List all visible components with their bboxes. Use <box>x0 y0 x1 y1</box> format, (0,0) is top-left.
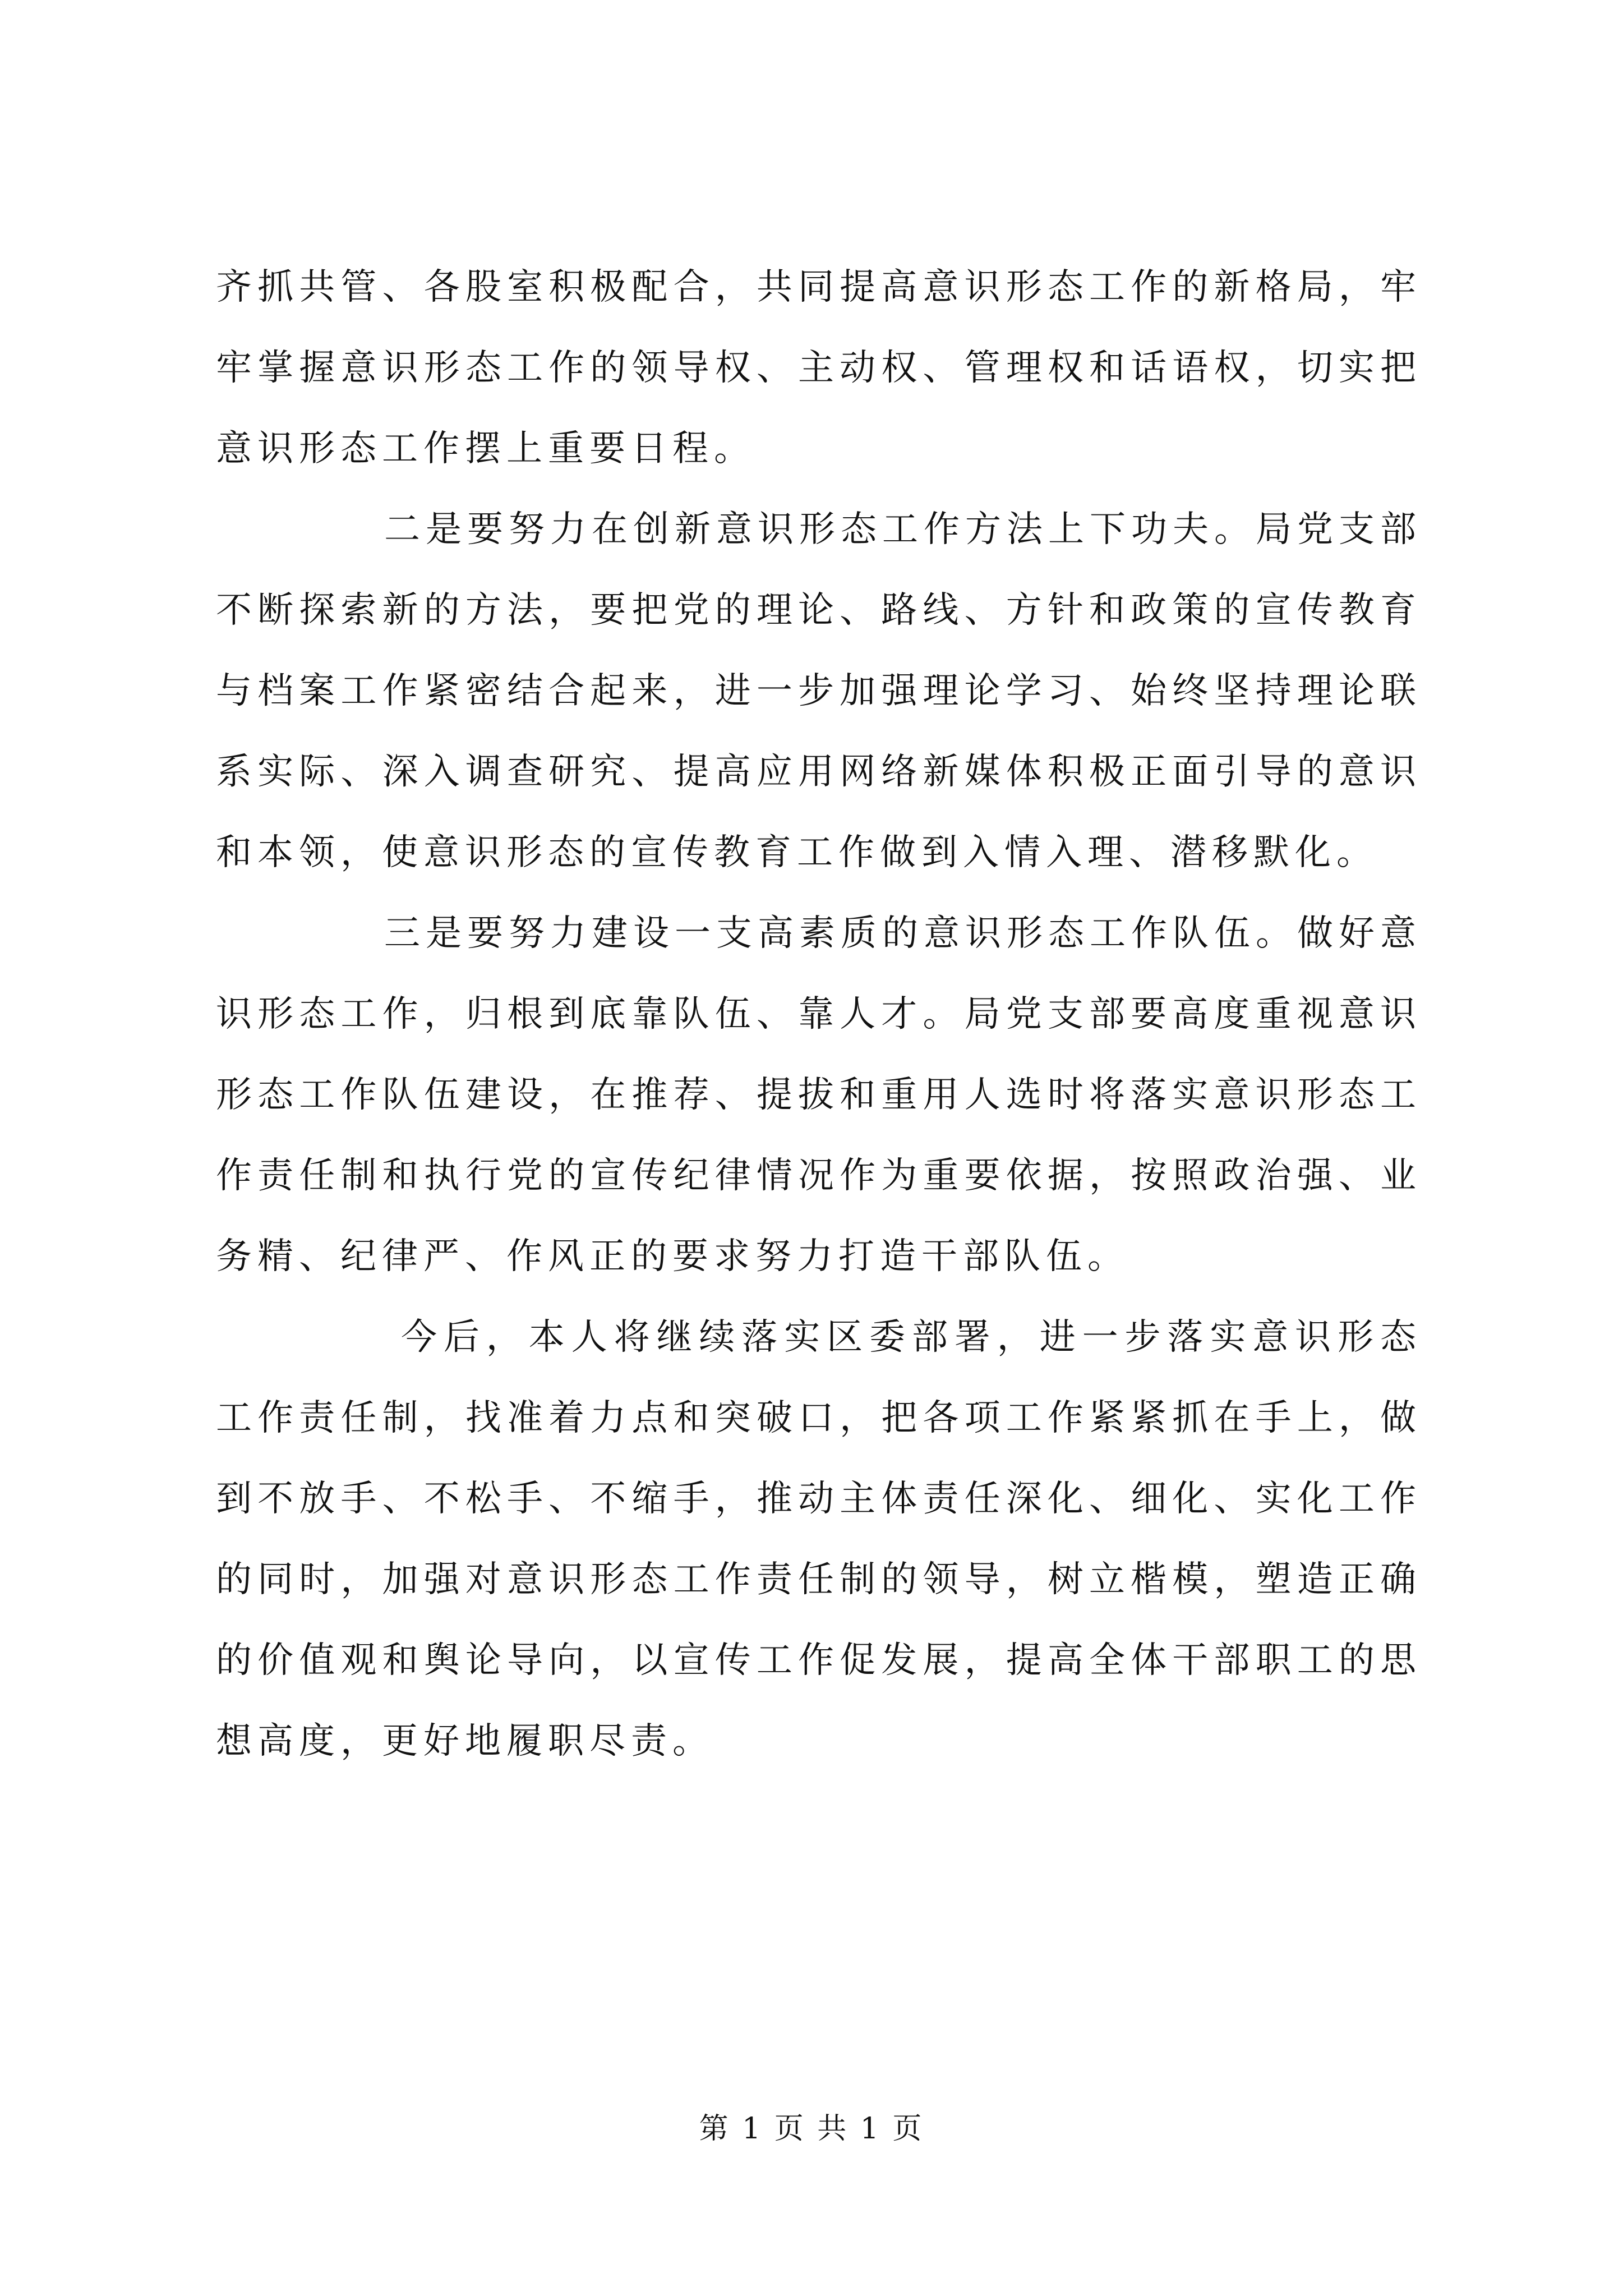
paragraph-point-two: 二是要努力在创新意识形态工作方法上下功夫。局党支部不断探索新的方法，要把党的理论、路线、方针和政策的宣传教育与档案工作紧密结合起来，进一步加强理论学习、始终坚持理论联系实际、深入调查研究、提高应用网络新媒体积极正面引导的意识和本领，使意识形态的宣传教育工作做到入情入理、潜移默化。 <box>216 509 1422 873</box>
document-body <box>216 247 1422 1782</box>
paragraph-point-three: 三是要努力建设一支高素质的意识形态工作队伍。做好意识形态工作，归根到底靠队伍、靠人才。局党支部要高度重视意识形态工作队伍建设，在推荐、提拔和重用人选时将落实意识形态工作责任制和执行党的宣传纪律情况作为重要依据，按照政治强、业务精、纪律严、作风正的要求努力打造干部队伍。 <box>216 913 1422 1277</box>
paragraph-continuation: 齐抓共管、各股室积极配合，共同提高意识形态工作的新格局，牢牢掌握意识形态工作的领导权、主动权、管理权和话语权，切实把意识形态工作摆上重要日程。 <box>216 266 1422 470</box>
page-footer: 第 1 页 共 1 页 <box>699 2112 924 2146</box>
paragraph-conclusion: 今后，本人将继续落实区委部署，进一步落实意识形态工作责任制，找准着力点和突破口，把各项工作紧紧抓在手上，做到不放手、不松手、不缩手，推动主体责任深化、细化、实化工作的同时，加强对意识形态工作责任制的领导，树立楷模，塑造正确的价值观和舆论导向，以宣传工作促发展，提高全体干部职工的思想高度，更好地履职尽责。 <box>216 1317 1422 1762</box>
